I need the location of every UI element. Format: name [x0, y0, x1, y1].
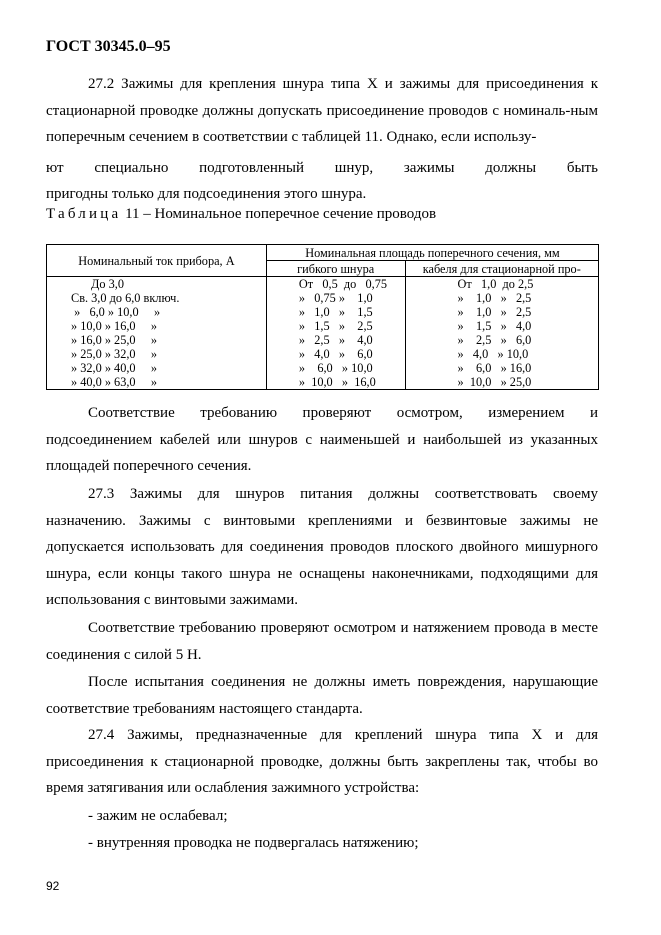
table-cell: » 2,5 » 4,0: [298, 333, 373, 347]
table-caption-title: 11 – Номинальное поперечное сечение проводов: [121, 206, 437, 222]
table-cell: » 1,5 » 2,5: [298, 319, 373, 333]
table-cell: » 6,0 » 16,0: [457, 361, 532, 375]
table-cell: » 10,0 » 25,0: [457, 375, 532, 389]
compliance-text-2: Соответствие требованию проверяют осмотром и натяжением провода в месте соединения с силой 5 Н.: [46, 620, 598, 663]
cross-section-table: [46, 244, 599, 390]
cable-column: [405, 277, 598, 390]
spread-word: ют: [46, 160, 64, 176]
table-caption-prefix: Таблица: [46, 206, 122, 222]
spread-word: должны: [485, 160, 537, 176]
group-header-area: Номинальная площадь поперечного сечения, мм: [266, 245, 598, 261]
table-cell: » 4,0 » 10,0: [457, 347, 529, 361]
section-27-2-last-line: пригодны только для подсоединения этого шнура.: [46, 186, 367, 202]
table-cell: » 32,0 » 40,0 »: [71, 361, 158, 375]
current-column: [47, 277, 267, 390]
table-cell: » 10,0 » 16,0 »: [71, 319, 158, 333]
col-header-flex: гибкого шнура: [266, 261, 405, 277]
list-item: - внутренняя проводка не подвергалась натяжению;: [88, 835, 419, 851]
spread-word: подготовленный: [199, 160, 305, 176]
page-number: 92: [46, 879, 60, 893]
section-27-2-spread-line: [46, 155, 598, 182]
compliance-text-1: Соответствие требованию проверяют осмотром, измерением и подсоединением кабелей или шнуров с наименьшей и наибольшей из указанных площадей поперечного сечения.: [46, 405, 598, 474]
table-caption: [46, 206, 436, 223]
table-cell: » 1,0 » 2,5: [457, 291, 532, 305]
spread-word: специально: [94, 160, 169, 176]
table-cell: » 16,0 » 25,0 »: [71, 333, 158, 347]
spread-word: быть: [566, 160, 598, 176]
table-cell: » 4,0 » 6,0: [298, 347, 373, 361]
table-cell: » 1,5 » 4,0: [457, 319, 532, 333]
table-cell: » 40,0 » 63,0 »: [71, 375, 158, 389]
table-cell: До 3,0: [91, 277, 124, 291]
col-header-cable: кабеля для стационарной про-: [405, 261, 598, 277]
section-27-2-text: 27.2 Зажимы для крепления шнура типа X и зажимы для присоединения к стационарной проводке должны допускать присоединение проводов с номиналь-ным поперечным сечением в соответствии с таблицей 11. Однако, если использу-: [46, 76, 598, 145]
table-cell: Св. 3,0 до 6,0 включ.: [71, 291, 180, 305]
table-cell: » 10,0 » 16,0: [298, 375, 376, 389]
col-header-current: Номинальный ток прибора, А: [47, 245, 267, 277]
document-header: ГОСТ 30345.0–95: [46, 38, 171, 55]
after-test-text: После испытания соединения не должны иметь повреждения, нарушающие соответствие требованиям настоящего стандарта.: [46, 674, 598, 717]
table-body-row: [47, 277, 599, 390]
table-cell: От 0,5 до 0,75: [298, 277, 388, 291]
table-cell: » 6,0 » 10,0 »: [71, 305, 161, 319]
spread-word: зажимы: [403, 160, 455, 176]
section-27-4-text: 27.4 Зажимы, предназначенные для креплений шнура типа X и для присоединения к стационарной проводке, должны быть закреплены так, чтобы во время затягивания или ослабления зажимного устройства:: [46, 727, 598, 796]
list-item: - зажим не ослабевал;: [88, 808, 228, 824]
table-cell: » 2,5 » 6,0: [457, 333, 532, 347]
table-cell: » 0,75 » 1,0: [298, 291, 373, 305]
table-cell: » 1,0 » 2,5: [457, 305, 532, 319]
spread-word: шнур,: [334, 160, 374, 176]
table-cell: » 1,0 » 1,5: [298, 305, 373, 319]
table-cell: » 6,0 » 10,0: [298, 361, 373, 375]
section-27-3-text: 27.3 Зажимы для шнуров питания должны соответствовать своему назначению. Зажимы с винтовыми креплениями и безвинтовые зажимы не допускается использовать для соединения проводов плоского двойного мишурного шнура, если концы такого шнура не оснащены наконечниками, подходящими для использования с винтовыми зажимами.: [46, 486, 598, 608]
table-cell: От 1,0 до 2,5: [457, 277, 534, 291]
flex-column: [266, 277, 405, 390]
table-cell: » 25,0 » 32,0 »: [71, 347, 158, 361]
